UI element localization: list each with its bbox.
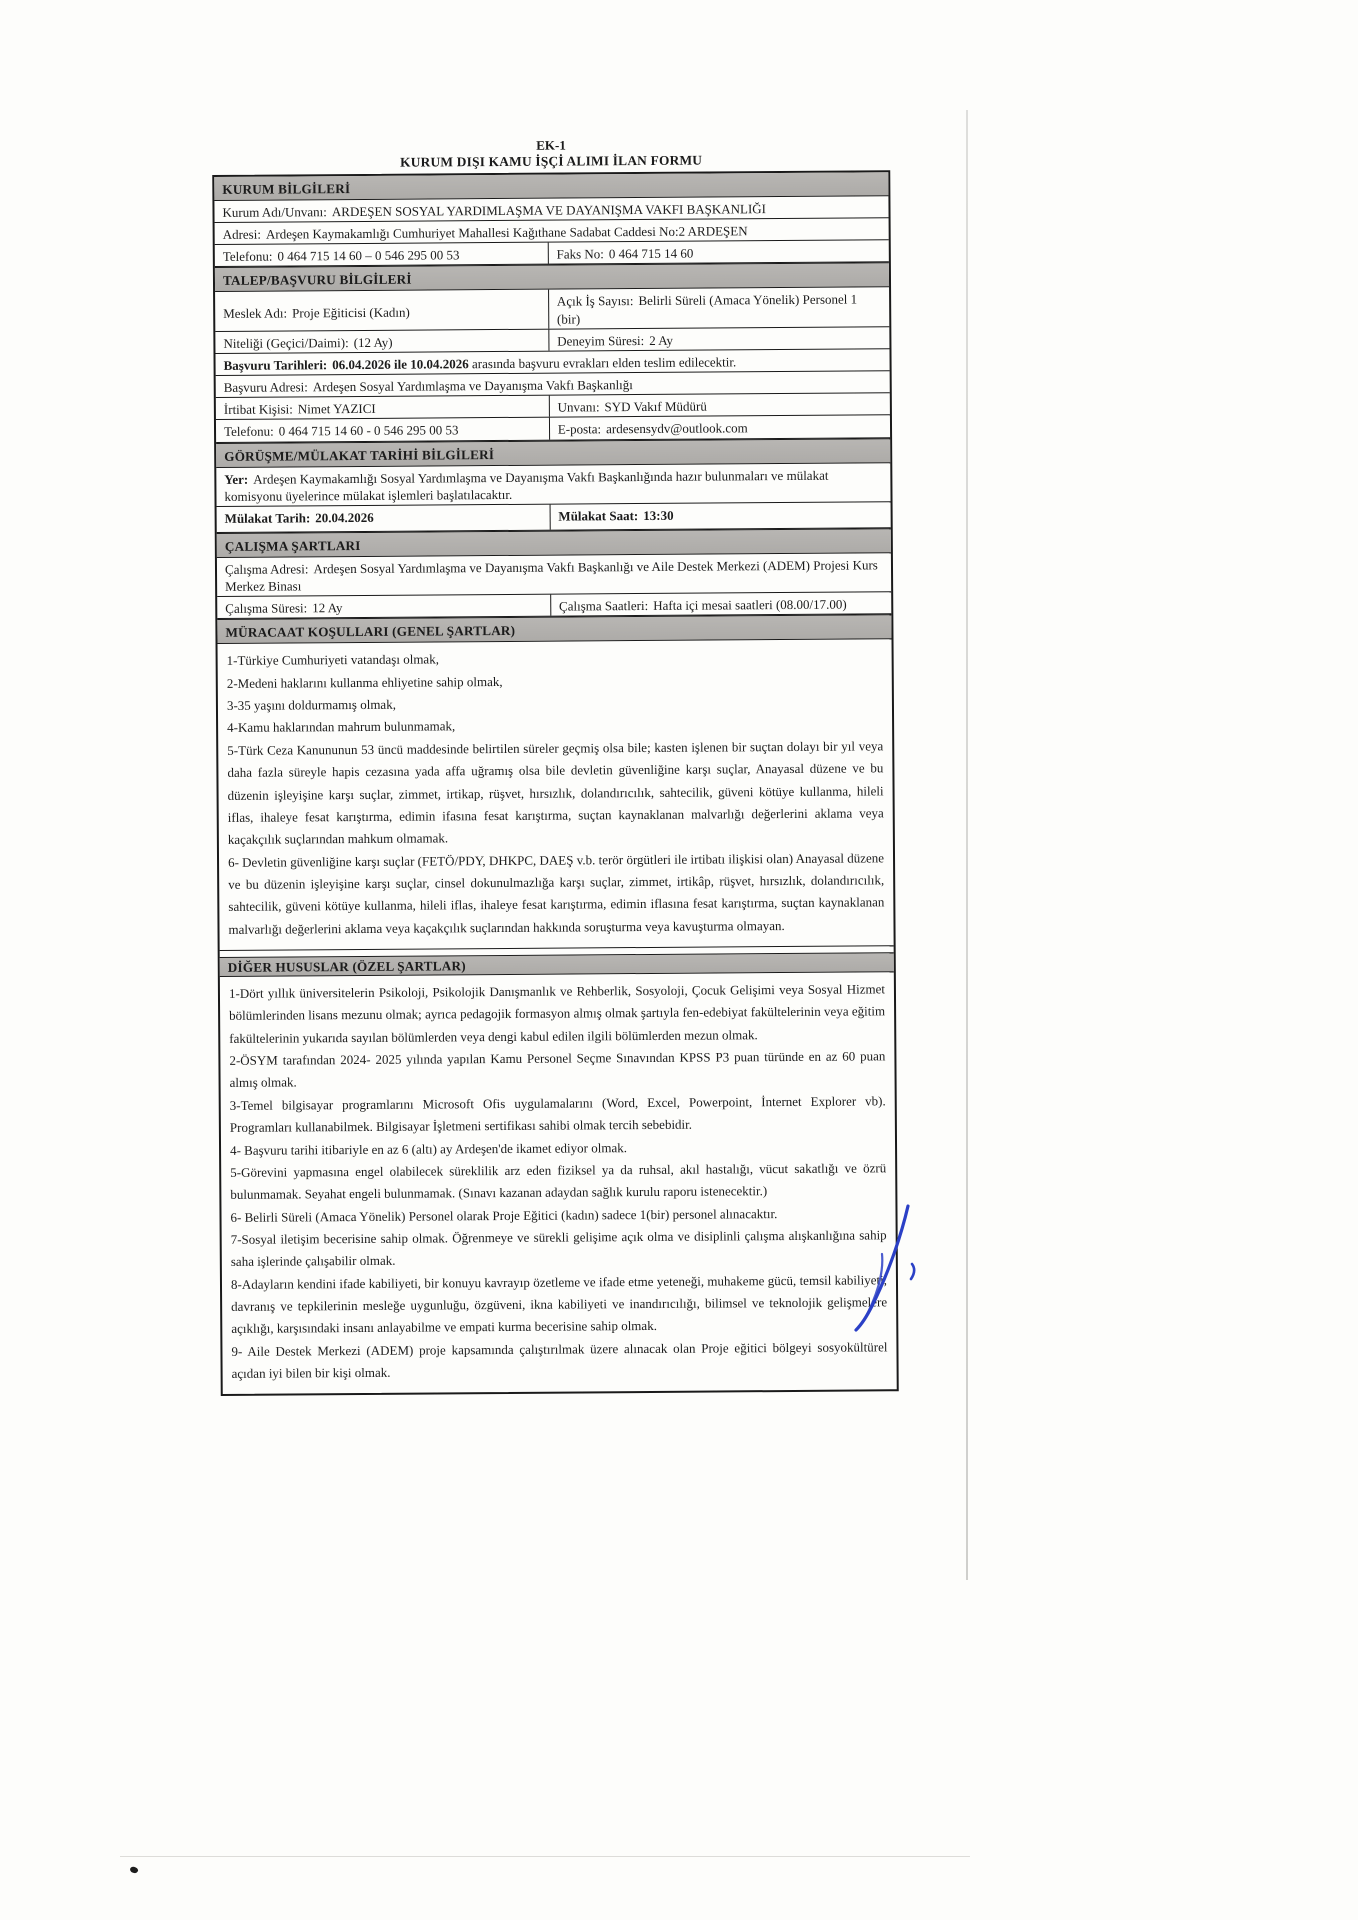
field-label: Deneyim Süresi: [557,332,645,349]
list-item: 5-Türk Ceza Kanununun 53 üncü maddesinde belirtilen süreler geçmiş olsa bile; kasten işlenen bir suçtan dolayı bir yıl veya daha fazla süreyle hapis cezasına yada affa uğramış olsa bile devletin güvenliğine karşı suçlar, Anayasal düzene ve bu düzenin işleyişine karşı suçlar, zimmet, irtikap, rüşvet, hırsızlık, dolandırıcılık, sahtecilik, güveni kötüye kullanma, hileli iflas, ihaleye fesat karıştırma, edimin ifasına fesat karıştırma, suçtan kaynaklanan malvarlığı değerlerini aklama veya kaçakçılık suçlarından mahkum olmamak. [227,738,884,848]
list-item: 9- Aile Destek Merkezi (ADEM) proje kapsamında çalıştırılmak üzere alınacak olan Proje eğitici bölgeyi sosyokültürel açıdan iyi bilen bir kişi olmak. [231,1339,888,1382]
list-item: 6- Belirli Süreli (Amaca Yönelik) Personel olarak Proje Eğitici (kadın) sadece 1(bir) personel alınacaktır. [230,1205,778,1225]
field-value: SYD Vakıf Müdürü [604,398,707,415]
list-item: 2-Medeni haklarını kullanma ehliyetine sahip olmak, [226,673,503,691]
field-calisma-suresi [217,595,551,618]
field-value-dates: 06.04.2026 ile 10.04.2026 [332,356,469,373]
field-value: Hafta içi mesai saatleri (08.00/17.00) [653,596,847,614]
section-header-genel-sartlar: MÜRACAAT KOŞULLARI (GENEL ŞARTLAR) [217,615,891,645]
field-value: Ardeşen Sosyal Yardımlaşma ve Dayanışma Vakfı Başkanlığı ve Aile Destek Merkezi (ADEM) Projesi Kurs Merkez Binası [225,557,878,594]
field-label: Mülakat Tarih: [224,510,311,526]
form-document [212,135,899,1396]
field-deneyim-suresi [549,327,889,351]
list-item: 4- Başvuru tarihi itibariyle en az 6 (altı) ay Ardeşen'de ikamet ediyor olmak. [229,1139,627,1158]
list-item: 6- Devletin güvenliğine karşı suçlar (FETÖ/PDY, DHKPC, DAEŞ v.b. terör örgütleri ile irtibatı ilişkisi olan) Anayasal düzene ve bu düzenin işleyişine karşı suçlar, cinsel dokunulmazlığa karşı suçlar, zimmet, irtikâp, rüşvet, hırsızlık, dolandırıcılık, sahtecilik, güveni kötüye kullanma, hileli iflas, ihaleye fesat karıştırma, edimin iflasına fesat karıştırma, suçtan kaynaklanan malvarlığı değerlerini aklama veya kaçakçılık suçlarından hakkında soruşturma veya kavuşturma olmayan. [227,849,885,937]
field-label: Çalışma Süresi: [225,600,308,617]
list-item: 1-Dört yıllık üniversitelerin Psikoloji, Psikolojik Danışmanlık ve Rehberlik, Sosyoloji, Çocuk Gelişimi veya Sosyal Hizmet bölümlerinden lisans mezunu olmak; ayrıca pedagojik formasyon almış olmak şartıyla fen-edebiyat fakültelerinin veya eğitim fakültelerinin yukarıda sayılan bölümlerden veya dengi kabul edilen ilgili bölümlerden mezun olmak. [228,981,886,1046]
section-header-ozel-sartlar: DİĞER HUSUSLAR (ÖZEL ŞARTLAR) [220,952,894,977]
list-item: 5-Görevini yapmasına engel olabilecek süreklilik arz eden fiziksel ya da ruhsal, akıl hastalığı, vücut sakatlığı ve özrü bulunmamak. Seyahat engeli bulunmamak. (Sınavı kazanan adaydan sağlık kurulu raporu istenecektir.) [230,1160,887,1203]
scanner-page-edge-shadow [966,110,968,1580]
field-unvani [550,394,890,418]
field-label: Çalışma Saatleri: [558,598,649,614]
field-value: (12 Ay) [353,334,393,350]
field-value: ardesensydv@outlook.com [606,420,748,437]
field-value: 12 Ay [312,600,343,616]
scanner-bottom-edge-shadow [120,1856,970,1857]
field-value: ARDEŞEN SOSYAL YARDIMLAŞMA VE DAYANIŞMA VAKFI BAŞKANLIĞI [331,201,767,220]
list-item: 7-Sosyal iletişim becerisine sahip olmak. Öğrenmeye ve sürekli gelişime açık olma ve disiplinli çalışma alışkanlığına sahip saha işlerinde çalışabilir olmak. [230,1227,887,1270]
ozel-sartlar-list [220,972,897,1394]
list-item: 2-ÖSYM tarafından 2024- 2025 yılında yapılan Kamu Personel Seçme Sınavından KPSS P3 puan türünde en az 60 puan almış olmak. [229,1048,886,1091]
section-header-mulakat-bilgileri: GÖRÜŞME/MÜLAKAT TARİHİ BİLGİLERİ [216,438,890,468]
field-value: 0 464 715 14 60 [608,245,694,262]
form-table [212,170,899,1396]
field-telefon-2 [216,418,550,441]
field-value: Ardeşen Kaymakamlığı Sosyal Yardımlaşma ve Dayanışma Vakfı Başkanlığında hazır bulunmaları ve mülakat komisyonu üyelerince mülakat işlemleri başlatılacaktır. [224,467,829,504]
field-label: E-posta: [557,421,602,437]
field-value: 0 464 715 14 60 - 0 546 295 00 53 [278,422,459,439]
field-label: Kurum Adı/Unvanı: [222,204,327,220]
field-label: Yer: [224,471,249,487]
field-value: Ardeşen Sosyal Yardımlaşma ve Dayanışma Vakfı Başkanlığı [312,377,633,395]
section-header-talep-basvuru: TALEP/BAŞVURU BİLGİLERİ [215,263,889,293]
scan-speck-artifact [129,1866,139,1875]
field-value: 2 Ay [649,332,673,348]
field-value: 13:30 [643,507,674,523]
field-label: Mülakat Saat: [558,507,639,524]
field-acik-is-sayisi [549,288,889,329]
field-label: Çalışma Adresi: [224,561,309,577]
field-label: Açık İş Sayısı: [556,293,634,310]
section-header-kurum-bilgileri: KURUM BİLGİLERİ [214,172,888,201]
doc-code: EK-1 [536,137,566,153]
field-telefon [215,243,549,266]
field-faks [548,241,888,265]
list-item: 8-Adayların kendini ifade kabiliyeti, bir konuyu kavrayıp özetleme ve ifade etme yeteneği, muhakeme gücü, temsil kabiliyeti, davranış ve tepkilerinin mesleğe uygunluğu, özgüveni, ikna kabiliyeti ve inandırıcılığı, bilimsel ve teknolojik gelişmelere açıklığı, karşısındaki insanı anlayabilme ve empati kurma becerisine sahip olmak. [230,1272,888,1337]
signature-ink [848,1202,922,1338]
list-item: 4-Kamu haklarından mahrum bulunmamak, [227,718,456,736]
field-label: İrtibat Kişisi: [223,401,293,418]
field-calisma-adresi [217,553,891,597]
section-header-calisma-sartlari: ÇALIŞMA ŞARTLARI [217,528,891,558]
field-value: 0 464 715 14 60 – 0 546 295 00 53 [277,247,460,264]
field-label: Faks No: [556,246,604,262]
field-label: Unvanı: [557,399,600,415]
field-eposta [550,416,890,440]
row-meslek-acikis [215,288,889,332]
genel-sartlar-list [218,640,894,951]
field-mulakat-yer [216,463,890,507]
field-value: Nimet YAZICI [297,401,376,417]
field-value: Proje Eğiticisi (Kadın) [292,305,410,321]
list-item: 3-Temel bilgisayar programlarını Microsoft Ofis uygulamalarını (Word, Excel, Powerpoint, İnternet Explorer vb). Programları kullanabilmek. Bilgisayar İşletmeni sertifikası sahibi olmak tercih sebebidir. [229,1093,886,1136]
list-item: 3-35 yaşını doldurmamış olmak, [226,696,396,713]
field-value: Ardeşen Kaymakamlığı Cumhuriyet Mahallesi Kağıthane Sadabat Caddesi No:2 ARDEŞEN [265,223,748,242]
field-niteligi [215,329,549,352]
list-item: 1-Türkiye Cumhuriyeti vatandaşı olmak, [226,651,439,669]
field-mulakat-saat [550,502,890,529]
field-meslek-adi [215,290,549,331]
field-label: Meslek Adı: [223,305,288,322]
field-label: Başvuru Adresi: [223,379,308,396]
field-label: Adresi: [222,226,261,243]
page-title: KURUM DIŞI KAMU İŞÇİ ALIMI İLAN FORMU [400,152,703,170]
field-calisma-saatleri [551,592,891,616]
field-value: Belirli Süreli (Amaca Yönelik) Personel 1 (bir) [556,291,858,327]
field-value-rest: arasında başvuru evrakları elden teslim edilecektir. [471,354,737,372]
field-value: 20.04.2026 [315,509,374,526]
field-label: Telefonu: [223,423,274,440]
field-label: Niteliği (Geçici/Daimi): [223,334,349,351]
field-label: Telefonu: [222,248,273,265]
field-mulakat-tarih [217,505,551,532]
field-label: Başvuru Tarihleri: [223,357,328,373]
field-irtibat-kisisi [216,396,550,419]
